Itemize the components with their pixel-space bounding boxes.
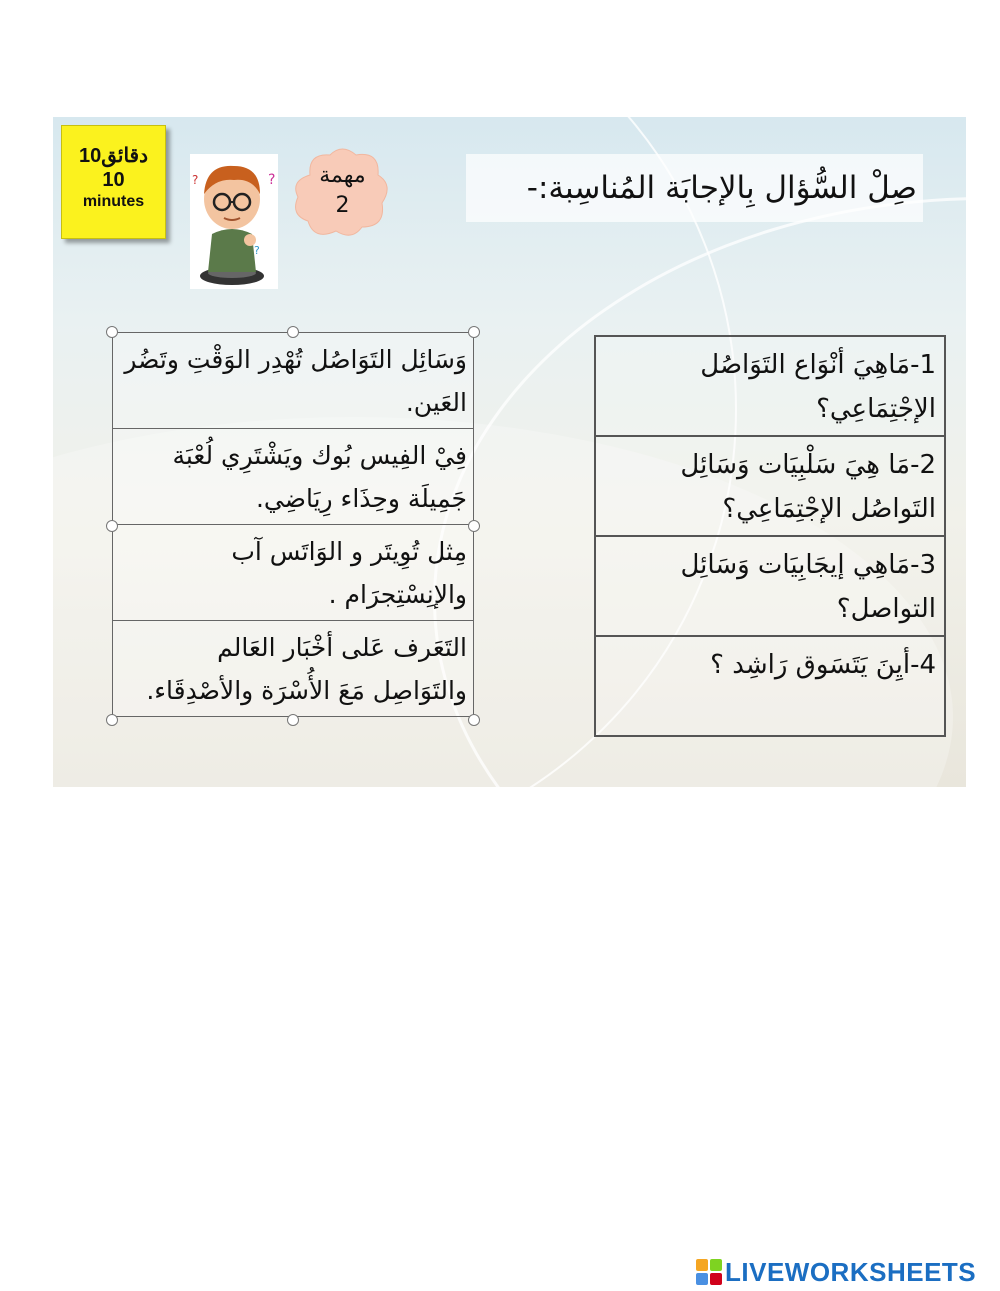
timer-line-2: 10: [102, 169, 125, 191]
question-cell: 4-أيِنَ يَتَسَوق رَاشِد ؟: [595, 636, 945, 736]
answer-cell[interactable]: التَعَرف عَلى أخْبَار العَالم والتَوَاصِل مَعَ الأُسْرَة والأصْدِقَاء.: [113, 621, 474, 717]
question-cell: 3-مَاهِي إيجَابِيَات وَسَائِل التواصل؟: [595, 536, 945, 636]
resize-handle[interactable]: [468, 714, 480, 726]
task-number: 2: [335, 193, 350, 218]
thinking-boy-illustration: [190, 154, 278, 289]
liveworksheets-logo-icon: [696, 1259, 722, 1285]
page-title: صِلْ السُّؤال بِالإجابَة المُناسِبة:-: [466, 154, 923, 222]
answers-table[interactable]: [112, 332, 474, 717]
question-cell: 2-مَا هِيَ سَلْبِيَات وَسَائِل التَواصُل الإجْتِمَاعِي؟: [595, 436, 945, 536]
task-badge: [290, 161, 395, 221]
slide: [53, 117, 966, 787]
timer-line-1: دقائق10: [78, 145, 149, 167]
svg-text:?: ?: [268, 172, 276, 188]
liveworksheets-brand: [696, 1255, 976, 1289]
questions-table: [594, 335, 946, 737]
resize-handle[interactable]: [287, 326, 299, 338]
resize-handle[interactable]: [468, 326, 480, 338]
resize-handle[interactable]: [468, 520, 480, 532]
answer-cell[interactable]: فِيْ الفِيس بُوك ويَشْتَرِي لُعْبَة جَمِيلَة وحِذَاء رِيَاضِي.: [113, 429, 474, 525]
answer-cell[interactable]: مِثل تُوِيتَر و الوَاتَس آب والإنِسْتِجرَام .: [113, 525, 474, 621]
resize-handle[interactable]: [287, 714, 299, 726]
brand-name: LIVEWORKSHEETS: [725, 1256, 977, 1287]
svg-text:?: ?: [192, 173, 199, 187]
timer-line-3: minutes: [82, 193, 145, 210]
svg-text:?: ?: [254, 244, 260, 257]
resize-handle[interactable]: [106, 520, 118, 532]
question-cell: 1-مَاهِيَ أنْوَاع التَوَاصُل الإجْتِمَاعِي؟: [595, 336, 945, 436]
task-label: مهمة: [319, 163, 366, 188]
resize-handle[interactable]: [106, 714, 118, 726]
timer-badge: [61, 125, 166, 239]
resize-handle[interactable]: [106, 326, 118, 338]
answer-cell[interactable]: وَسَائِل التَوَاصُل تُهْدِر الوَقْتِ وتَضُر العَين.: [113, 333, 474, 429]
